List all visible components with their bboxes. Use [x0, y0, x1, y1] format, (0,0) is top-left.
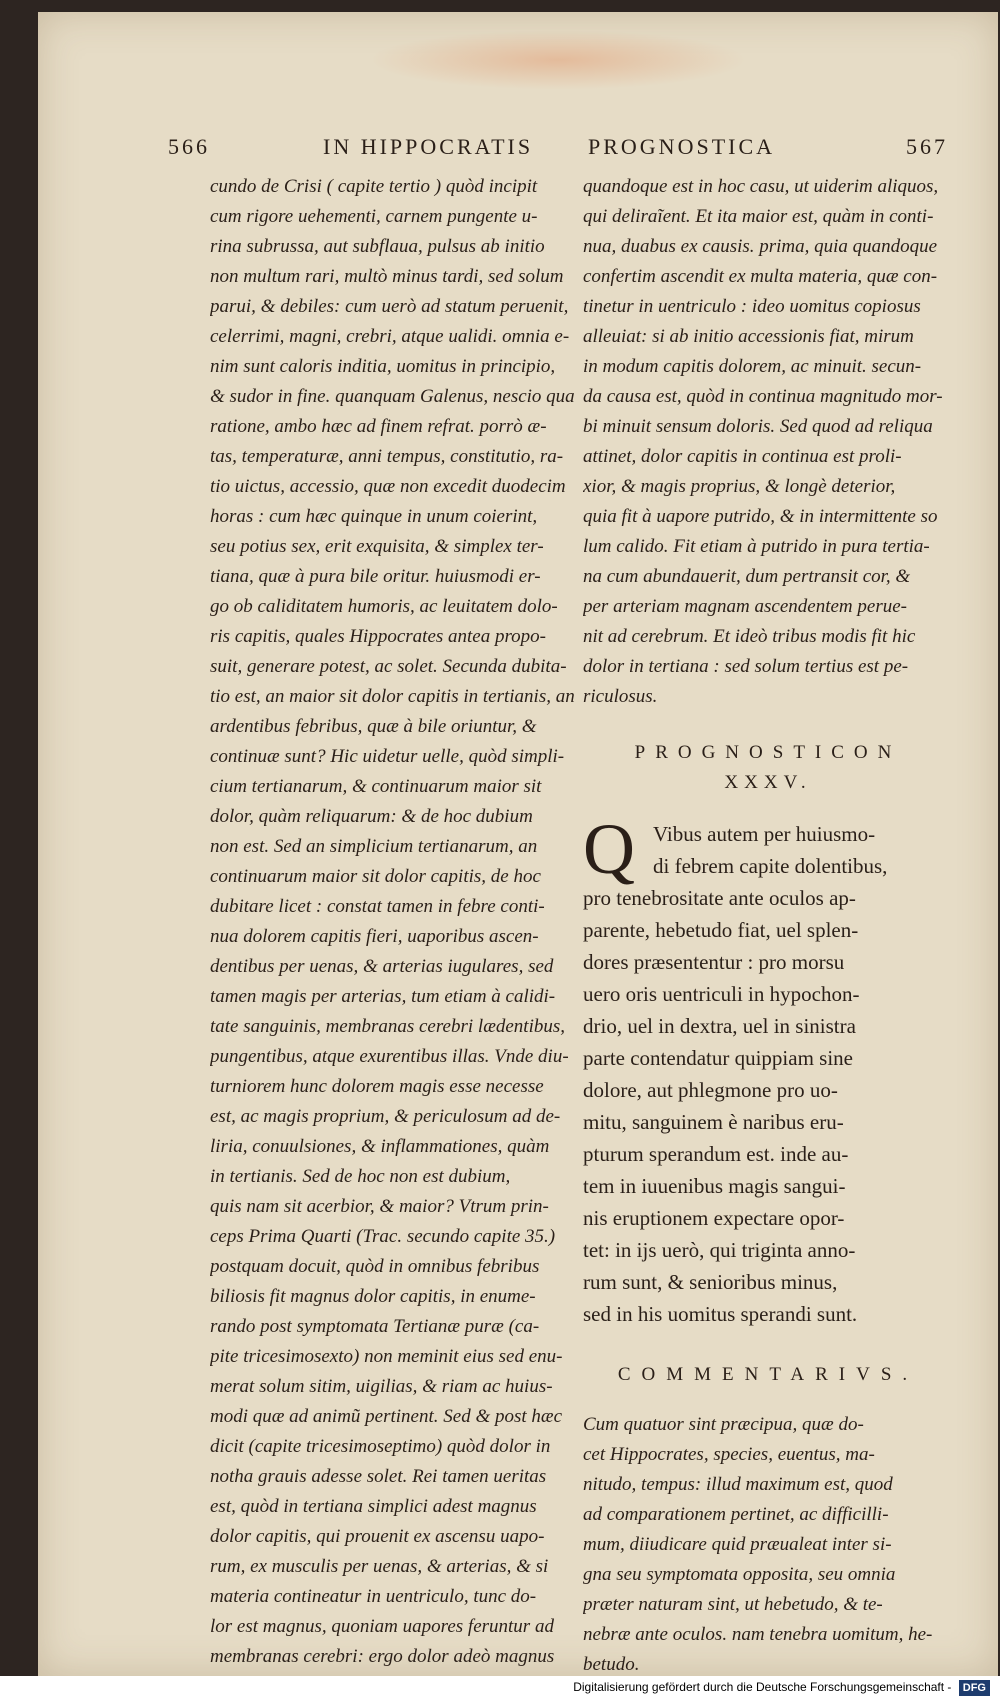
- footer-credit: Digitalisierung gefördert durch die Deutsche Forschungsgemeinschaft -: [573, 1680, 952, 1694]
- text-line: sed in his uomitus sperandi sunt.: [583, 1302, 858, 1326]
- text-line: cet Hippocrates, species, euentus, ma-: [583, 1444, 875, 1465]
- page-stain: [368, 30, 748, 90]
- dfg-logo: DFG: [959, 1680, 990, 1696]
- text-line: quia fit à uapore putrido, & in intermittente so: [583, 506, 938, 527]
- text-line: confertim ascendit ex multa materia, quæ con-: [583, 266, 938, 287]
- text-line: est, ac magis proprium, & periculosum ad de-: [210, 1106, 561, 1127]
- prognosticon-text: [583, 809, 953, 1330]
- text-line: parui, & debiles: cum uerò ad statum peruenit,: [210, 296, 569, 317]
- text-line: postquam docuit, quòd in omnibus febribus: [210, 1256, 540, 1277]
- commentarius-text: [583, 1410, 953, 1680]
- text-line: dubitare licet : constat tamen in febre conti-: [210, 896, 545, 917]
- left-column-text: [210, 172, 590, 1672]
- text-line: pturum sperandum est. inde au-: [583, 1142, 849, 1166]
- text-line: tamen magis per arterias, tum etiam à calidi-: [210, 986, 556, 1007]
- text-line: nim sunt caloris inditia, uomitus in principio,: [210, 356, 556, 377]
- text-line: nebræ ante oculos. nam tenebra uomitum, he-: [583, 1624, 933, 1645]
- text-line: attinet, dolor capitis in continua est proli-: [583, 446, 902, 467]
- text-line: per arteriam magnam ascendentem perue-: [583, 596, 907, 617]
- text-line: ad comparationem pertinet, ac difficilli-: [583, 1504, 889, 1525]
- text-line: Cum quatuor sint præcipua, quæ do-: [583, 1414, 864, 1435]
- text-line: riculosus.: [583, 686, 658, 707]
- text-line: ratione, ambo hæc ad finem refrat. porrò æ-: [210, 416, 547, 437]
- text-line: lum calido. Fit etiam à putrido in pura tertia-: [583, 536, 930, 557]
- text-line: rina subrussa, aut subflaua, pulsus ab initio: [210, 236, 545, 257]
- text-line: tio uictus, accessio, quæ non excedit duodecim: [210, 476, 566, 497]
- text-line: betudo.: [583, 1654, 640, 1675]
- text-line: ris capitis, quales Hippocrates antea propo-: [210, 626, 546, 647]
- text-line: nit ad cerebrum. Et ideò tribus modis fit hic: [583, 626, 916, 647]
- text-line: pite tricesimosexto) non meminit eius sed enu-: [210, 1346, 563, 1367]
- text-line: uero oris uentriculi in hypochon-: [583, 982, 860, 1006]
- text-line: mitu, sanguinem è naribus eru-: [583, 1110, 844, 1134]
- text-line: tiana, quæ à pura bile oritur. huiusmodi er-: [210, 566, 541, 587]
- right-column-top-text: [583, 172, 953, 712]
- text-line: non est. Sed an simplicium tertianarum, an: [210, 836, 538, 857]
- page-number-right: 567: [906, 134, 948, 159]
- text-line: dolor capitis, qui prouenit ex ascensu uapo-: [210, 1526, 545, 1547]
- text-line: in tertianis. Sed de hoc non est dubium,: [210, 1166, 511, 1187]
- text-line: turniorem hunc dolorem magis esse necesse: [210, 1076, 544, 1097]
- text-line: non multum rari, multò minus tardi, sed solum: [210, 266, 564, 287]
- text-line: tinetur in uentriculo : ideo uomitus copiosus: [583, 296, 921, 317]
- text-line: xior, & magis proprius, & longè deterior,: [583, 476, 896, 497]
- text-line: & sudor in fine. quanquam Galenus, nescio qua: [210, 386, 575, 407]
- text-line: dicit (capite tricesimoseptimo) quòd dolor in: [210, 1436, 551, 1457]
- text-line: Vibus autem per huiusmo-: [653, 822, 876, 846]
- text-line: quis nam sit acerbior, & maior? Vtrum prin-: [210, 1196, 549, 1217]
- text-line: nis eruptionem expectare opor-: [583, 1206, 845, 1230]
- text-line: cium tertianarum, & continuarum maior sit: [210, 776, 542, 797]
- text-line: dolor, quàm reliquarum: & de hoc dubium: [210, 806, 533, 827]
- text-line: qui deliraĩent. Et ita maior est, quàm in conti-: [583, 206, 934, 227]
- text-line: dolore, aut phlegmone pro uo-: [583, 1078, 838, 1102]
- text-line: ardentibus febribus, quæ à bile oriuntur, &: [210, 716, 537, 737]
- text-line: go ob caliditatem humoris, ac leuitatem dolo-: [210, 596, 558, 617]
- text-line: est, quòd in tertiana simplici adest magnus: [210, 1496, 537, 1517]
- text-line: biliosis fit magnus dolor capitis, in enume-: [210, 1286, 536, 1307]
- text-line: parte contendatur quippiam sine: [583, 1046, 853, 1070]
- text-line: præter naturam sint, ut hebetudo, & te-: [583, 1594, 883, 1615]
- text-line: modi quæ ad animũ pertinent. Sed & post hæc: [210, 1406, 563, 1427]
- text-line: cundo de Crisi ( capite tertio ) quòd incipit: [210, 176, 538, 197]
- text-line: tate sanguinis, membranas cerebri lædentibus,: [210, 1016, 565, 1037]
- running-title-left: IN HIPPOCRATIS: [323, 134, 534, 159]
- text-line: ceps Prima Quarti (Trac. secundo capite 35.): [210, 1226, 556, 1247]
- text-line: nitudo, tempus: illud maximum est, quod: [583, 1474, 893, 1495]
- commentarius-title: COMMENTARIVS.: [617, 1364, 919, 1385]
- page-number-left: 566: [168, 134, 210, 159]
- text-line: notha grauis adesse solet. Rei tamen ueritas: [210, 1466, 547, 1487]
- text-line: liria, conuulsiones, & inflammationes, quàm: [210, 1136, 550, 1157]
- text-line: rum sunt, & senioribus minus,: [583, 1270, 838, 1294]
- text-line: pungentibus, atque exurentibus illas. Vnde diu-: [210, 1046, 569, 1067]
- text-line: mum, diiudicare quid præualeat inter si-: [583, 1534, 892, 1555]
- text-line: rando post symptomata Tertianæ puræ (ca-: [210, 1316, 540, 1337]
- right-column: [583, 172, 953, 1680]
- text-line: materia contineatur in uentriculo, tunc do-: [210, 1586, 537, 1607]
- text-line: da causa est, quòd in continua magnitudo mor-: [583, 386, 943, 407]
- text-line: drio, uel in dextra, uel in sinistra: [583, 1014, 856, 1038]
- text-line: in modum capitis dolorem, ac minuit. secun-: [583, 356, 922, 377]
- text-line: horas : cum hæc quinque in unum coierint,: [210, 506, 538, 527]
- text-line: dentibus per uenas, & arterias iugulares, sed: [210, 956, 554, 977]
- running-header: [168, 128, 948, 168]
- text-line: continuæ sunt? Hic uidetur uelle, quòd simpli-: [210, 746, 565, 767]
- prognosticon-number: XXXV.: [724, 772, 812, 793]
- text-line: gna seu symptomata opposita, seu omnia: [583, 1564, 896, 1585]
- text-line: rum, ex musculis per uenas, & arterias, & si: [210, 1556, 549, 1577]
- text-line: dolor in tertiana : sed solum tertius est pe-: [583, 656, 909, 677]
- text-line: suit, generare potest, ac solet. Secunda dubita-: [210, 656, 567, 677]
- drop-cap: Q: [583, 809, 635, 889]
- text-line: tet: in ijs uerò, qui triginta anno-: [583, 1238, 856, 1262]
- text-line: membranas cerebri: ergo dolor adeò magnus: [210, 1646, 555, 1667]
- text-line: di febrem capite dolentibus,: [653, 854, 888, 878]
- text-line: tas, temperaturæ, anni tempus, constitutio, ra-: [210, 446, 564, 467]
- running-title-right: PROGNOSTICA: [588, 134, 776, 159]
- text-line: quandoque est in hoc casu, ut uiderim aliquos,: [583, 176, 939, 197]
- text-line: parente, hebetudo fiat, uel splen-: [583, 918, 859, 942]
- text-line: tio est, an maior sit dolor capitis in tertianis, an: [210, 686, 575, 707]
- text-line: bi minuit sensum doloris. Sed quod ad reliqua: [583, 416, 933, 437]
- digitization-footer: [0, 1676, 1000, 1698]
- text-line: pro tenebrositate ante oculos ap-: [583, 886, 856, 910]
- text-line: continuarum maior sit dolor capitis, de hoc: [210, 866, 541, 887]
- text-line: merat solum sitim, uigilias, & riam ac huius-: [210, 1376, 553, 1397]
- text-line: seu potius sex, erit exquisita, & simplex ter-: [210, 536, 544, 557]
- text-line: nua dolorem capitis fieri, uaporibus ascen-: [210, 926, 539, 947]
- text-line: nua, duabus ex causis. prima, quia quandoque: [583, 236, 938, 257]
- text-line: na cum abundauerit, dum pertransit cor, &: [583, 566, 911, 587]
- text-line: celerrimi, magni, crebri, atque ualidi. omnia e-: [210, 326, 570, 347]
- text-line: cum rigore uehementi, carnem pungente u-: [210, 206, 538, 227]
- text-line: dores præsententur : pro morsu: [583, 950, 845, 974]
- text-line: tem in iuuenibus magis sangui-: [583, 1174, 846, 1198]
- prognosticon-title: PROGNOSTICON: [634, 742, 902, 763]
- text-line: alleuiat: si ab initio accessionis fiat, mirum: [583, 326, 914, 347]
- text-line: lor est magnus, quoniam uapores feruntur ad: [210, 1616, 554, 1637]
